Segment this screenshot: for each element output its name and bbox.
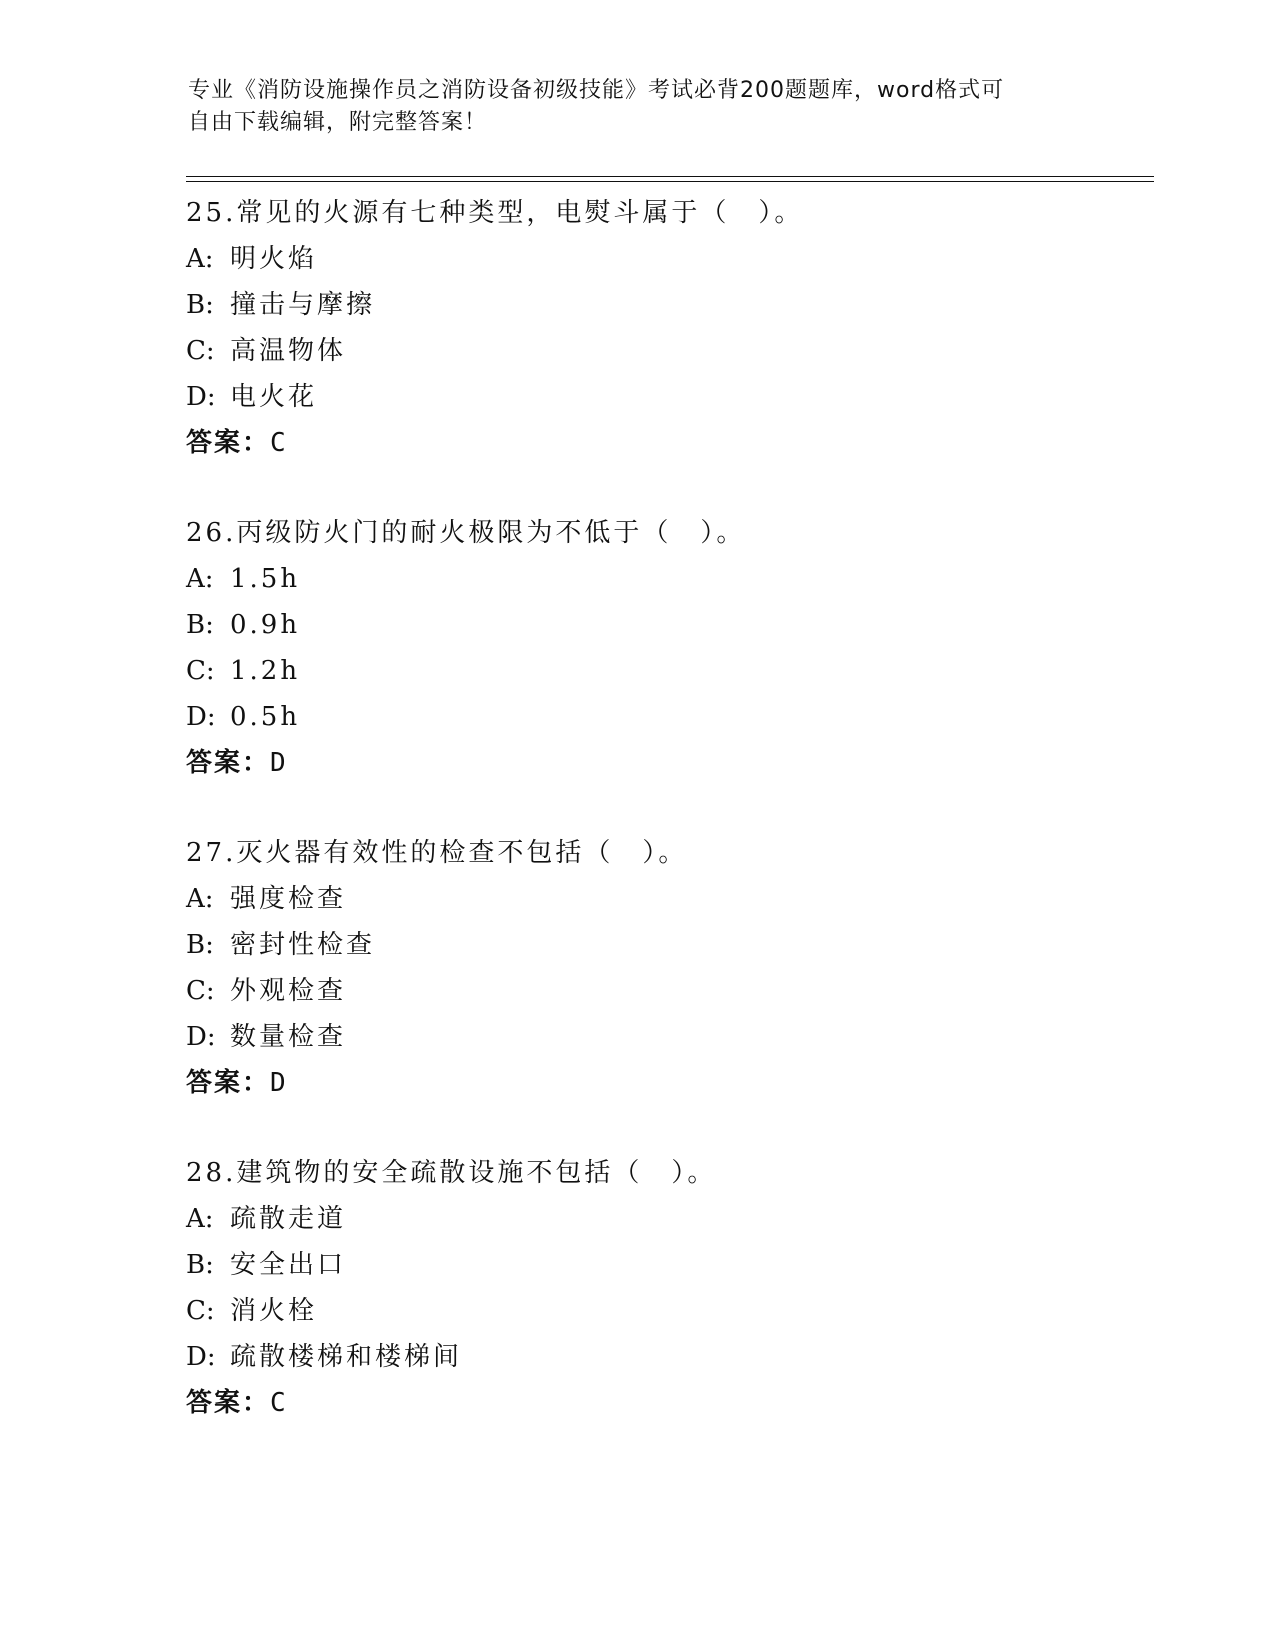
option-text: 0.5h [230, 702, 301, 732]
answer-value: D [270, 748, 286, 778]
answer-value: C [270, 428, 286, 458]
option-key: C: [186, 656, 215, 686]
answer-line [186, 1380, 1146, 1426]
answer-label: 答案： [186, 1388, 271, 1418]
option-key: D: [186, 1022, 216, 1052]
option-text: 电火花 [230, 382, 318, 412]
option-key: A: [186, 564, 214, 594]
option-a [186, 236, 1146, 282]
option-text: 1.2h [230, 656, 301, 686]
question-27 [186, 830, 1146, 1106]
option-text: 消火栓 [230, 1296, 318, 1326]
option-text: 明火焰 [230, 244, 318, 274]
option-text: 强度检查 [230, 884, 347, 914]
option-key: B: [186, 290, 214, 320]
question-26 [186, 510, 1146, 786]
option-key: B: [186, 1250, 214, 1280]
option-c [186, 968, 1146, 1014]
answer-label: 答案： [186, 748, 271, 778]
answer-value: D [270, 1068, 286, 1098]
option-key: A: [186, 884, 214, 914]
option-key: C: [186, 336, 215, 366]
header-line-1: 专业《消防设施操作员之消防设备初级技能》考试必背200题题库，word格式可 [188, 78, 1005, 103]
option-b [186, 282, 1146, 328]
question-stem: 26.丙级防火门的耐火极限为不低于（ ）。 [186, 518, 746, 548]
option-a [186, 1196, 1146, 1242]
option-text: 密封性检查 [230, 930, 376, 960]
option-text: 疏散走道 [230, 1204, 347, 1234]
option-key: C: [186, 1296, 215, 1326]
option-key: D: [186, 1342, 216, 1372]
option-text: 安全出口 [230, 1250, 347, 1280]
option-key: D: [186, 702, 216, 732]
option-key: A: [186, 1204, 214, 1234]
question-stem: 25.常见的火源有七种类型，电熨斗属于（ ）。 [186, 198, 804, 228]
header-divider-bottom [186, 181, 1154, 182]
option-text: 0.9h [230, 610, 301, 640]
option-text: 数量检查 [230, 1022, 347, 1052]
answer-line [186, 1060, 1146, 1106]
option-b [186, 1242, 1146, 1288]
option-d [186, 694, 1146, 740]
answer-value: C [270, 1388, 286, 1418]
option-c [186, 648, 1146, 694]
header-divider-top [186, 176, 1154, 177]
option-key: B: [186, 610, 214, 640]
option-text: 1.5h [230, 564, 301, 594]
option-c [186, 1288, 1146, 1334]
question-stem: 27.灭火器有效性的检查不包括（ ）。 [186, 838, 688, 868]
option-b [186, 922, 1146, 968]
answer-label: 答案： [186, 1068, 271, 1098]
header-line-2: 自由下载编辑，附完整答案！ [188, 110, 488, 135]
option-d [186, 1334, 1146, 1380]
option-key: D: [186, 382, 216, 412]
answer-line [186, 740, 1146, 786]
answer-line [186, 420, 1146, 466]
option-key: A: [186, 244, 214, 274]
answer-label: 答案： [186, 428, 271, 458]
option-a [186, 876, 1146, 922]
option-text: 外观检查 [230, 976, 347, 1006]
question-28 [186, 1150, 1146, 1426]
option-c [186, 328, 1146, 374]
option-d [186, 1014, 1146, 1060]
option-a [186, 556, 1146, 602]
option-key: C: [186, 976, 215, 1006]
question-stem: 28.建筑物的安全疏散设施不包括（ ）。 [186, 1158, 717, 1188]
question-25 [186, 190, 1146, 466]
option-text: 高温物体 [230, 336, 347, 366]
document-header [188, 75, 1068, 139]
option-d [186, 374, 1146, 420]
option-text: 疏散楼梯和楼梯间 [230, 1342, 463, 1372]
option-key: B: [186, 930, 214, 960]
option-b [186, 602, 1146, 648]
option-text: 撞击与摩擦 [230, 290, 376, 320]
